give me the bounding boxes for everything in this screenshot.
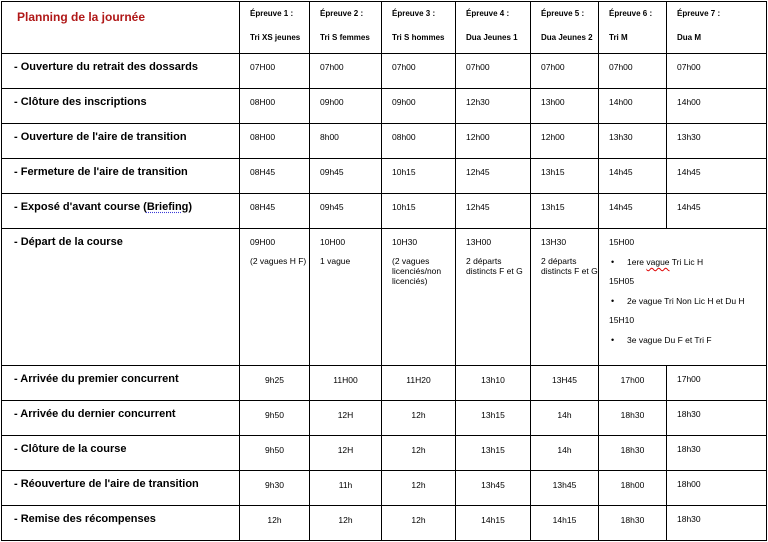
event-name: Dua Jeunes 1	[466, 33, 518, 42]
row-label-cell	[2, 54, 240, 89]
event-name: Tri S hommes	[392, 33, 445, 42]
start-time: 15H00	[609, 237, 635, 247]
row-label: - Arrivée du premier concurrent	[14, 373, 179, 385]
time-cell: 14h	[557, 410, 572, 420]
event-name: Dua Jeunes 2	[541, 33, 593, 42]
time-cell: 12h	[411, 515, 426, 525]
time-cell: 14h45	[609, 202, 633, 212]
header-row	[2, 2, 767, 54]
event-header	[531, 2, 599, 54]
table-row	[2, 366, 767, 401]
table-row	[2, 471, 767, 506]
time-cell: 14h15	[552, 515, 577, 525]
start-note: 2 départs distincts F et G	[541, 256, 598, 276]
time-cell: 8h00	[320, 132, 339, 142]
time-cell: 13h30	[677, 132, 701, 142]
time-cell: 09h45	[320, 202, 344, 212]
time-cell: 9h50	[265, 410, 284, 420]
table-row	[2, 124, 767, 159]
event-label: Épreuve 5 :	[541, 9, 585, 18]
wave-item: • 1ere vague Tri Lic H	[609, 257, 766, 267]
time-cell: 11H00	[333, 375, 358, 385]
time-cell: 14h45	[609, 167, 633, 177]
table-title: Planning de la journée	[17, 10, 146, 24]
time-cell: 10h15	[392, 167, 416, 177]
time-cell: 13h15	[541, 167, 565, 177]
event-label: Épreuve 4 :	[466, 9, 510, 18]
wave-item: • 3e vague Du F et Tri F	[609, 335, 766, 345]
row-label-cell	[2, 159, 240, 194]
time-cell: 12h	[267, 515, 282, 525]
time-cell: 18h00	[620, 480, 645, 490]
time-cell: 13h45	[481, 480, 505, 490]
table-row	[2, 436, 767, 471]
time-cell: 18h30	[620, 410, 645, 420]
time-cell: 12h00	[466, 132, 490, 142]
time-cell: 12h	[338, 515, 353, 525]
table-row	[2, 159, 767, 194]
time-cell: 13h45	[552, 480, 577, 490]
time-cell: 08H45	[250, 202, 276, 212]
time-cell: 07H00	[250, 62, 276, 72]
row-label: - Remise des récompenses	[14, 513, 156, 525]
row-label-cell	[2, 366, 240, 401]
row-label-cell	[2, 229, 240, 366]
event-label: Épreuve 2 :	[320, 9, 364, 18]
start-note: (2 vagues H F)	[250, 256, 307, 266]
table-row	[2, 194, 767, 229]
table-row	[2, 89, 767, 124]
time-cell: 18h30	[677, 514, 701, 524]
time-cell: 08H00	[250, 97, 276, 107]
time-cell: 13h30	[609, 132, 633, 142]
row-label-cell	[2, 124, 240, 159]
time-cell: 08H45	[250, 167, 276, 177]
time-cell: 07h00	[320, 62, 344, 72]
schedule-table	[1, 1, 767, 541]
event-header	[240, 2, 310, 54]
row-label: - Départ de la course	[14, 236, 123, 248]
time-cell: 08h00	[392, 132, 416, 142]
time-cell: 14h15	[481, 515, 505, 525]
time-cell: 18h30	[677, 444, 701, 454]
row-label-cell	[2, 471, 240, 506]
time-cell: 18h30	[620, 445, 645, 455]
time-cell: 13H45	[551, 375, 578, 385]
event-label: Épreuve 3 :	[392, 9, 436, 18]
table-row	[2, 54, 767, 89]
row-label: - Fermeture de l'aire de transition	[14, 166, 188, 178]
time-cell: 18h30	[620, 515, 645, 525]
row-label: - Exposé d'avant course (Briefing)	[14, 201, 193, 213]
event-name: Tri S femmes	[320, 33, 370, 42]
time-cell: 17h00	[677, 374, 701, 384]
time-cell: 12H	[337, 410, 354, 420]
row-label: - Clôture des inscriptions	[14, 96, 147, 108]
event-name: Tri XS jeunes	[250, 33, 301, 42]
time-cell: 09h00	[320, 97, 344, 107]
row-label-cell	[2, 89, 240, 124]
time-cell: 07h00	[677, 62, 701, 72]
time-cell: 08H00	[250, 132, 276, 142]
start-time: 10H00	[320, 237, 346, 247]
time-cell: 14h45	[677, 202, 701, 212]
time-cell: 10h15	[392, 202, 416, 212]
time-cell: 9h25	[265, 375, 284, 385]
row-label: - Clôture de la course	[14, 443, 127, 455]
event-header	[599, 2, 667, 54]
time-cell: 12h00	[541, 132, 565, 142]
time-cell: 18h00	[677, 479, 701, 489]
row-label-cell	[2, 194, 240, 229]
start-note: 2 départs distincts F et G	[466, 256, 523, 276]
merged-start-cell	[599, 229, 767, 366]
table-title-cell	[2, 2, 240, 54]
start-time: 09H00	[250, 237, 276, 247]
event-header	[310, 2, 382, 54]
time-cell: 12h	[411, 480, 426, 490]
start-time: 15H05	[609, 276, 635, 286]
row-label: - Ouverture du retrait des dossards	[14, 61, 198, 73]
time-cell: 07h00	[392, 62, 416, 72]
time-cell: 11H20	[406, 375, 431, 385]
time-cell: 14h	[557, 445, 572, 455]
row-label-cell	[2, 436, 240, 471]
time-cell: 09h45	[320, 167, 344, 177]
event-label: Épreuve 1 :	[250, 9, 294, 18]
spellcheck-word: vague	[646, 257, 670, 267]
table-row	[2, 401, 767, 436]
briefing-term: Briefing	[146, 201, 189, 213]
event-name: Tri M	[609, 33, 628, 42]
time-cell: 18h30	[677, 409, 701, 419]
time-cell: 12h	[411, 445, 426, 455]
time-cell: 17h00	[620, 375, 645, 385]
row-label-cell	[2, 401, 240, 436]
event-header	[456, 2, 531, 54]
table-row-start	[2, 229, 767, 366]
time-cell: 12H	[337, 445, 354, 455]
time-cell: 14h00	[677, 97, 701, 107]
row-label: - Réouverture de l'aire de transition	[14, 478, 199, 490]
row-label: - Ouverture de l'aire de transition	[14, 131, 187, 143]
table-row	[2, 506, 767, 541]
planning-document	[1, 1, 766, 541]
time-cell: 09h00	[392, 97, 416, 107]
row-label-cell	[2, 506, 240, 541]
time-cell: 07h00	[466, 62, 490, 72]
event-label: Épreuve 7 :	[677, 9, 721, 18]
time-cell: 12h30	[466, 97, 490, 107]
time-cell: 13h15	[481, 410, 505, 420]
row-label: - Arrivée du dernier concurrent	[14, 408, 176, 420]
time-cell: 12h	[411, 410, 426, 420]
time-cell: 14h00	[609, 97, 633, 107]
time-cell: 14h45	[677, 167, 701, 177]
time-cell: 12h45	[466, 167, 490, 177]
event-label: Épreuve 6 :	[609, 9, 653, 18]
start-time: 10H30	[392, 237, 418, 247]
wave-item: • 2e vague Tri Non Lic H et Du H	[609, 296, 766, 306]
time-cell: 12h45	[466, 202, 490, 212]
event-header	[667, 2, 767, 54]
time-cell: 07h00	[541, 62, 565, 72]
start-note: (2 vagues licenciés/non licenciés)	[392, 256, 442, 286]
start-time: 13H00	[466, 237, 492, 247]
start-time: 15H10	[609, 315, 635, 325]
time-cell: 13h15	[541, 202, 565, 212]
event-name: Dua M	[677, 33, 701, 42]
start-note: 1 vague	[320, 256, 351, 266]
time-cell: 13h10	[481, 375, 505, 385]
time-cell: 9h50	[265, 445, 284, 455]
time-cell: 13h15	[481, 445, 505, 455]
event-header	[382, 2, 456, 54]
time-cell: 9h30	[265, 480, 284, 490]
time-cell: 07h00	[609, 62, 633, 72]
start-time: 13H30	[541, 237, 567, 247]
time-cell: 11h	[338, 480, 353, 490]
time-cell: 13h00	[541, 97, 565, 107]
